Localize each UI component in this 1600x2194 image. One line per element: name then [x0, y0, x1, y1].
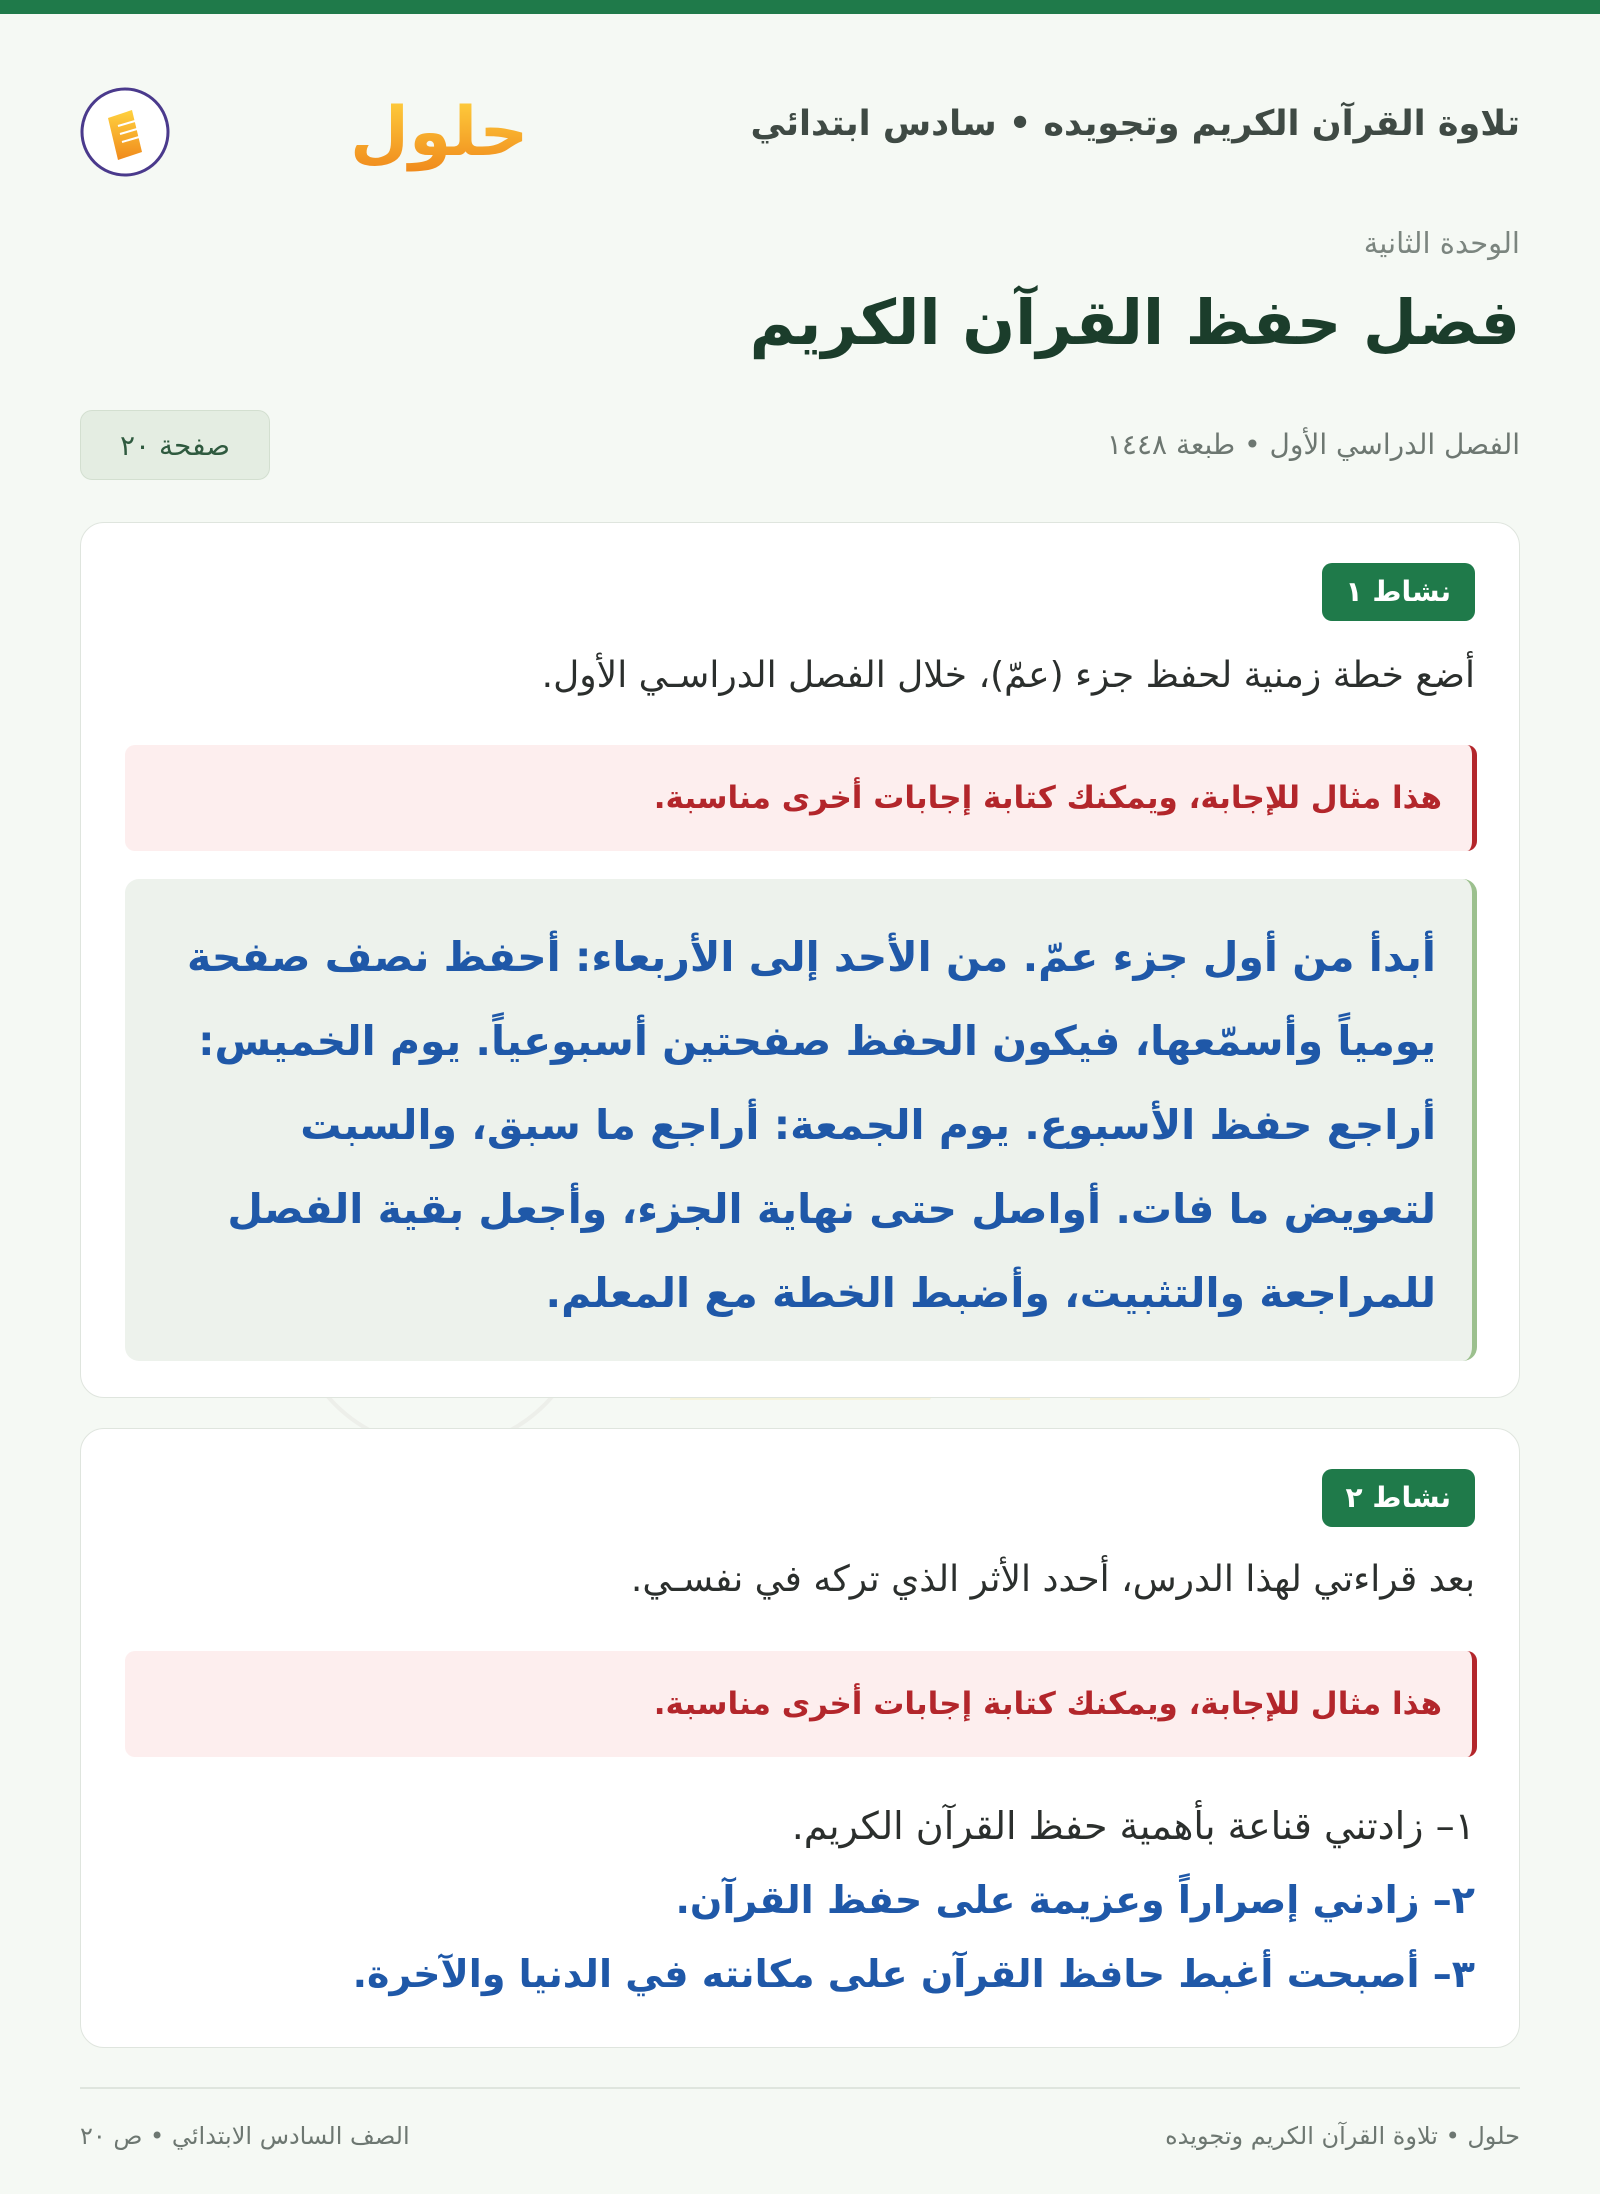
activity-question: بعد قراءتي لهذا الدرس، أحدد الأثر الذي تركه في نفسـي. [630, 1559, 1475, 1600]
answer-example-note: هذا مثال للإجابة، ويمكنك كتابة إجابات أخرى مناسبة. [125, 1651, 1477, 1757]
activity-badge: نشاط ١ [1322, 563, 1475, 621]
logo-graphic [80, 60, 529, 190]
answer-text: أبدأ من أول جزء عمّ. من الأحد إلى الأربعاء: أحفظ نصف صفحة يومياً وأسمّعها، فيكون الحفظ صفحتين أسبوعياً. يوم الخميس: أراجع حفظ الأسبوع. يوم الجمعة: أراجع ما سبق، والسبت لتعويض ما فات. أواصل حتى نهاية الجزء، وأجعل بقية الفصل للمراجعة والتثبيت، وأضبط الخطة مع المعلم. [125, 879, 1477, 1361]
footer-page-info: الصف السادس الابتدائي • ص ٢٠ [80, 2122, 410, 2150]
unit-label: الوحدة الثانية [1363, 226, 1520, 260]
top-accent-bar [0, 0, 1600, 14]
list-item: ١– زادتني قناعة بأهمية حفظ القرآن الكريم. [791, 1804, 1475, 1848]
list-item: ٢– زادني إصراراً وعزيمة على حفظ القرآن. [675, 1878, 1475, 1922]
list-item: ٣– أصبحت أغبط حافظ القرآن على مكانته في الدنيا والآخرة. [352, 1952, 1475, 1996]
activity-card-1 [80, 522, 1520, 1398]
footer-divider [80, 2087, 1520, 2089]
hulul-logo[interactable] [80, 60, 529, 190]
page-badge: صفحة ٢٠ [80, 410, 270, 480]
lesson-title: فضل حفظ القرآن الكريم [749, 286, 1520, 359]
footer-book-name: حلول • تلاوة القرآن الكريم وتجويده [1165, 2122, 1520, 2150]
page-header [80, 60, 1520, 190]
book-title: تلاوة القرآن الكريم وتجويده • سادس ابتدائي [750, 104, 1520, 144]
answer-example-note: هذا مثال للإجابة، ويمكنك كتابة إجابات أخرى مناسبة. [125, 745, 1477, 851]
activity-question: أضع خطة زمنية لحفظ جزء (عمّ)، خلال الفصل الدراسـي الأول. [541, 655, 1475, 696]
logo-text: حلول [350, 93, 529, 172]
semester-edition: الفصل الدراسي الأول • طبعة ١٤٤٨ [1106, 428, 1520, 461]
activity-badge: نشاط ٢ [1322, 1469, 1475, 1527]
answer-list [115, 1789, 1475, 2011]
activity-card-2 [80, 1428, 1520, 2048]
